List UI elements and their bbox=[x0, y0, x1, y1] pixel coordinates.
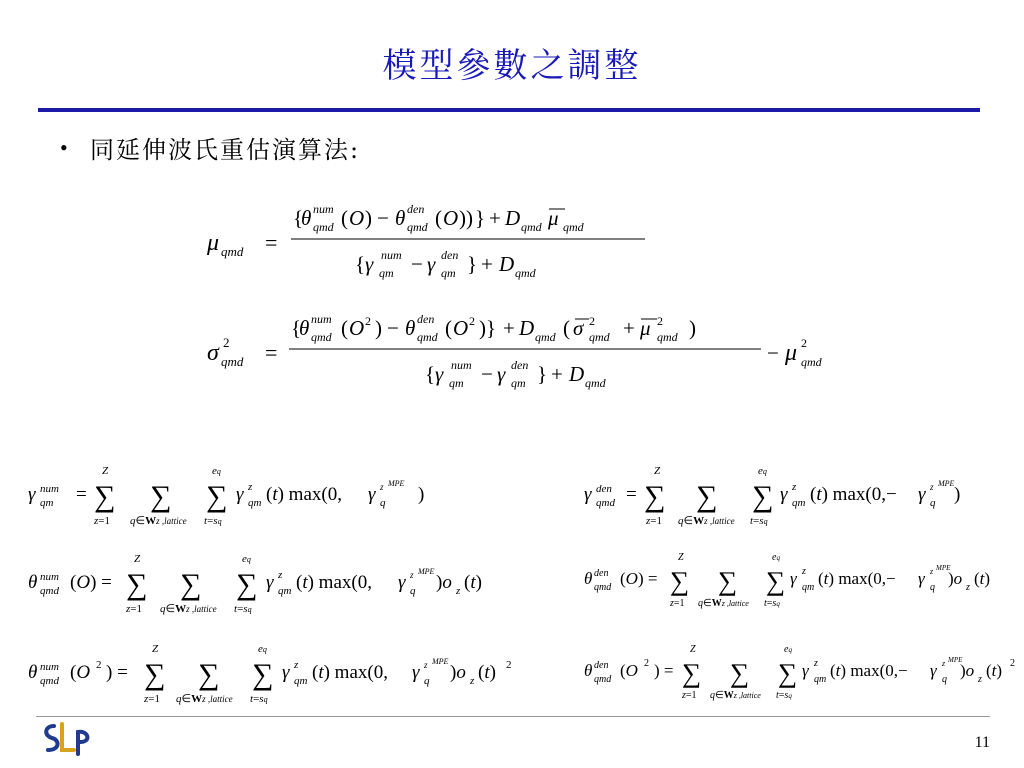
svg-text:den: den bbox=[407, 202, 425, 216]
svg-text:q: q bbox=[410, 585, 416, 597]
svg-text:num: num bbox=[381, 248, 402, 262]
svg-text:q: q bbox=[424, 675, 430, 687]
svg-text:{: { bbox=[425, 362, 436, 386]
svg-text:Z: Z bbox=[152, 643, 159, 655]
svg-text:eq: eq bbox=[758, 465, 767, 477]
svg-text:D: D bbox=[505, 206, 521, 230]
svg-text:z: z bbox=[424, 660, 428, 670]
svg-text:(O: (O bbox=[620, 661, 638, 680]
svg-text:qmd: qmd bbox=[221, 244, 244, 259]
svg-text:z: z bbox=[410, 570, 414, 580]
svg-text:num: num bbox=[313, 202, 334, 216]
svg-text:2: 2 bbox=[365, 314, 371, 328]
svg-text:∑: ∑ bbox=[778, 658, 798, 688]
svg-text:(t): (t) bbox=[464, 572, 482, 593]
svg-text:θ: θ bbox=[301, 206, 312, 230]
svg-text:den: den bbox=[417, 312, 435, 326]
svg-text:γ: γ bbox=[427, 252, 436, 276]
svg-text:q: q bbox=[930, 497, 936, 509]
svg-text:∑: ∑ bbox=[718, 566, 738, 596]
svg-text:): ) bbox=[418, 484, 425, 505]
svg-text:) =: ) = bbox=[654, 661, 674, 680]
svg-text:MPE: MPE bbox=[938, 479, 955, 488]
svg-text:qmd: qmd bbox=[589, 330, 610, 344]
svg-text:θ: θ bbox=[395, 206, 406, 230]
svg-text:(O: (O bbox=[70, 662, 91, 683]
svg-text:MPE: MPE bbox=[948, 656, 963, 664]
svg-text:num: num bbox=[40, 661, 59, 673]
svg-text:γ: γ bbox=[266, 572, 274, 593]
svg-text:MPE: MPE bbox=[418, 567, 435, 576]
svg-text:θ: θ bbox=[299, 316, 310, 340]
svg-text:2: 2 bbox=[223, 335, 230, 350]
svg-text:γ: γ bbox=[282, 662, 290, 683]
svg-text:(t) max(0,−: (t) max(0,− bbox=[830, 661, 908, 680]
svg-text:2: 2 bbox=[801, 336, 807, 350]
svg-text:qm: qm bbox=[294, 675, 308, 687]
svg-text:z: z bbox=[930, 567, 934, 576]
svg-text:μ: μ bbox=[207, 230, 220, 256]
svg-text:γ: γ bbox=[802, 661, 809, 680]
svg-text:μ: μ bbox=[548, 206, 559, 230]
svg-text:(: ( bbox=[445, 316, 452, 340]
svg-text:qmd: qmd bbox=[313, 220, 334, 234]
svg-text:(: ( bbox=[435, 206, 442, 230]
bullet-text: 同延伸波氏重估演算法: bbox=[90, 136, 361, 164]
svg-text:∑: ∑ bbox=[696, 480, 718, 513]
svg-text:qmd: qmd bbox=[515, 266, 536, 280]
svg-text:=: = bbox=[626, 484, 637, 505]
svg-text:∑: ∑ bbox=[730, 658, 750, 688]
svg-text:D: D bbox=[569, 362, 585, 386]
svg-text:Z: Z bbox=[654, 465, 661, 477]
svg-text:μ: μ bbox=[785, 340, 798, 366]
svg-text:den: den bbox=[511, 358, 529, 372]
svg-text:qm: qm bbox=[379, 266, 394, 280]
equation-theta-den-o2 bbox=[582, 642, 1022, 717]
svg-text:∑: ∑ bbox=[198, 658, 220, 691]
svg-text:(t): (t) bbox=[986, 661, 1003, 680]
svg-text:z=1: z=1 bbox=[144, 693, 160, 705]
equation-theta-den-o bbox=[582, 550, 1002, 625]
svg-text:+: + bbox=[489, 206, 501, 230]
svg-text:Z: Z bbox=[134, 553, 141, 565]
svg-text:): ) bbox=[689, 316, 696, 340]
svg-text:θ: θ bbox=[405, 316, 416, 340]
svg-text:O: O bbox=[349, 206, 365, 230]
svg-text:num: num bbox=[311, 312, 332, 326]
svg-text:qm: qm bbox=[278, 585, 292, 597]
svg-text:)o: )o bbox=[948, 569, 963, 588]
svg-text:{: { bbox=[291, 316, 302, 340]
svg-text:γ: γ bbox=[398, 572, 406, 593]
svg-text:qmd: qmd bbox=[221, 354, 244, 369]
svg-text:∑: ∑ bbox=[94, 480, 116, 513]
svg-text:z: z bbox=[380, 482, 384, 492]
svg-text:qmd: qmd bbox=[417, 330, 438, 344]
svg-text:∑: ∑ bbox=[766, 566, 786, 596]
svg-text:)o: )o bbox=[960, 661, 975, 680]
svg-text:γ: γ bbox=[780, 484, 788, 505]
svg-text:den: den bbox=[594, 568, 609, 579]
svg-text:γ: γ bbox=[930, 661, 937, 680]
svg-text:eq: eq bbox=[258, 643, 267, 655]
equation-theta-num-o2 bbox=[26, 640, 526, 717]
svg-text:}: } bbox=[537, 362, 548, 386]
svg-text:z=1: z=1 bbox=[670, 598, 685, 609]
svg-text:MPE: MPE bbox=[936, 564, 951, 572]
svg-text:t=sq: t=sq bbox=[204, 515, 222, 527]
svg-text:=: = bbox=[265, 340, 278, 365]
svg-text:γ: γ bbox=[236, 484, 244, 505]
equation-variance-update bbox=[205, 305, 845, 400]
svg-text:z=1: z=1 bbox=[646, 515, 662, 527]
svg-text:z: z bbox=[930, 482, 934, 492]
svg-text:θ: θ bbox=[584, 569, 593, 588]
page-number: 11 bbox=[974, 734, 990, 751]
svg-text:z: z bbox=[470, 675, 475, 687]
svg-text:z: z bbox=[802, 566, 806, 577]
svg-text:den: den bbox=[594, 660, 609, 671]
svg-text:(t) max(0,−: (t) max(0,− bbox=[810, 484, 897, 505]
svg-text:(t) max(0,: (t) max(0, bbox=[266, 484, 342, 505]
svg-text:eq: eq bbox=[242, 553, 251, 565]
svg-text:z: z bbox=[942, 659, 946, 668]
svg-text:qmd: qmd bbox=[596, 497, 615, 509]
svg-text:z: z bbox=[966, 582, 970, 593]
svg-text:num: num bbox=[451, 358, 472, 372]
svg-text:γ: γ bbox=[497, 362, 506, 386]
slide-title: 模型參數之調整 bbox=[382, 46, 642, 86]
svg-text:)o: )o bbox=[436, 572, 452, 593]
svg-text:2: 2 bbox=[589, 314, 595, 328]
svg-text:q∈Wz ,lattice: q∈Wz ,lattice bbox=[710, 690, 761, 701]
svg-text:Z: Z bbox=[102, 465, 109, 477]
svg-text:(t): (t) bbox=[478, 662, 496, 683]
svg-text:2: 2 bbox=[469, 314, 475, 328]
svg-text:2: 2 bbox=[644, 658, 649, 669]
equation-gamma-num bbox=[26, 462, 446, 537]
svg-text:+: + bbox=[551, 362, 563, 386]
svg-text:q: q bbox=[942, 674, 947, 685]
svg-text:(: ( bbox=[341, 206, 348, 230]
svg-text:qmd: qmd bbox=[657, 330, 678, 344]
svg-text:qmd: qmd bbox=[311, 330, 332, 344]
svg-text:qm: qm bbox=[511, 376, 526, 390]
svg-text:=: = bbox=[76, 484, 87, 505]
svg-text:t=sq: t=sq bbox=[764, 598, 780, 609]
svg-text:qmd: qmd bbox=[585, 376, 606, 390]
bullet-dot-icon: • bbox=[60, 134, 68, 160]
svg-text:2: 2 bbox=[96, 659, 102, 671]
svg-text:qmd: qmd bbox=[535, 330, 556, 344]
svg-text:)o: )o bbox=[450, 662, 466, 683]
svg-text:−: − bbox=[387, 316, 399, 340]
svg-text:) =: ) = bbox=[106, 662, 128, 683]
svg-text:σ: σ bbox=[573, 316, 584, 340]
svg-text:γ: γ bbox=[435, 362, 444, 386]
svg-text:qmd: qmd bbox=[40, 585, 59, 597]
equation-mean-update bbox=[205, 195, 665, 290]
svg-text:): ) bbox=[365, 206, 372, 230]
svg-text:qm: qm bbox=[40, 497, 54, 509]
svg-text:(O) =: (O) = bbox=[620, 569, 658, 588]
equation-gamma-den bbox=[582, 462, 1002, 537]
svg-text:z=1: z=1 bbox=[126, 603, 142, 615]
svg-text:γ: γ bbox=[584, 484, 592, 505]
svg-text:∑: ∑ bbox=[206, 480, 228, 513]
svg-text:γ: γ bbox=[28, 484, 36, 505]
svg-text:q∈Wz ,lattice: q∈Wz ,lattice bbox=[678, 515, 735, 527]
svg-text:+: + bbox=[481, 252, 493, 276]
svg-text:(O) =: (O) = bbox=[70, 572, 112, 593]
svg-text:z=1: z=1 bbox=[94, 515, 110, 527]
svg-text:∑: ∑ bbox=[150, 480, 172, 513]
svg-text:t=sq: t=sq bbox=[234, 603, 252, 615]
svg-text:D: D bbox=[499, 252, 515, 276]
svg-text:∑: ∑ bbox=[180, 568, 202, 601]
svg-text:2: 2 bbox=[506, 659, 512, 671]
svg-text:(t) max(0,−: (t) max(0,− bbox=[818, 569, 896, 588]
svg-text:qmd: qmd bbox=[521, 220, 542, 234]
svg-text:MPE: MPE bbox=[432, 657, 449, 666]
svg-text:2: 2 bbox=[1010, 658, 1015, 669]
svg-text:Z: Z bbox=[678, 552, 684, 563]
svg-text:γ: γ bbox=[412, 662, 420, 683]
svg-text:)}: )} bbox=[479, 316, 497, 340]
svg-text:t=sq: t=sq bbox=[250, 693, 268, 705]
title-underline bbox=[38, 108, 980, 112]
svg-text:∑: ∑ bbox=[644, 480, 666, 513]
svg-text:qm: qm bbox=[248, 497, 262, 509]
svg-text:μ: μ bbox=[640, 316, 651, 340]
svg-text:qmd: qmd bbox=[563, 220, 584, 234]
svg-text:γ: γ bbox=[365, 252, 374, 276]
svg-text:z: z bbox=[792, 481, 797, 493]
svg-text:den: den bbox=[596, 483, 612, 495]
svg-text:qm: qm bbox=[449, 376, 464, 390]
svg-text:O: O bbox=[443, 206, 459, 230]
svg-text:eq: eq bbox=[784, 644, 792, 655]
svg-text:q∈Wz ,lattice: q∈Wz ,lattice bbox=[130, 515, 187, 527]
svg-text:qmd: qmd bbox=[594, 674, 612, 685]
svg-text:(: ( bbox=[341, 316, 348, 340]
svg-text:z: z bbox=[248, 481, 253, 493]
svg-text:}: } bbox=[475, 206, 486, 230]
svg-text:z=1: z=1 bbox=[682, 690, 697, 701]
svg-text:den: den bbox=[441, 248, 459, 262]
svg-text:t=sq: t=sq bbox=[750, 515, 768, 527]
svg-text:z: z bbox=[278, 569, 283, 581]
svg-text:MPE: MPE bbox=[388, 479, 405, 488]
svg-text:γ: γ bbox=[918, 569, 925, 588]
svg-text:qm: qm bbox=[441, 266, 456, 280]
svg-text:(t) max(0,: (t) max(0, bbox=[312, 662, 388, 683]
svg-text:−: − bbox=[481, 362, 493, 386]
svg-text:z: z bbox=[456, 585, 461, 597]
svg-text:q: q bbox=[380, 497, 386, 509]
svg-text:(t): (t) bbox=[974, 569, 991, 588]
svg-text:{: { bbox=[293, 206, 304, 230]
bullet-item bbox=[60, 130, 360, 165]
svg-text:∑: ∑ bbox=[752, 480, 774, 513]
svg-text:∑: ∑ bbox=[670, 566, 690, 596]
svg-text:qmd: qmd bbox=[801, 355, 822, 369]
svg-text:t=sq: t=sq bbox=[776, 690, 792, 701]
svg-text:∑: ∑ bbox=[682, 658, 702, 688]
svg-text:γ: γ bbox=[918, 484, 926, 505]
svg-text:+: + bbox=[503, 316, 515, 340]
svg-text:q∈Wz ,lattice: q∈Wz ,lattice bbox=[160, 603, 217, 615]
slp-logo bbox=[40, 720, 96, 765]
svg-text:q∈Wz ,lattice: q∈Wz ,lattice bbox=[698, 598, 749, 609]
svg-text:q∈Wz ,lattice: q∈Wz ,lattice bbox=[176, 693, 233, 705]
svg-text:qmd: qmd bbox=[407, 220, 428, 234]
svg-text:z: z bbox=[294, 659, 299, 671]
svg-text:num: num bbox=[40, 571, 59, 583]
svg-text:−: − bbox=[411, 252, 423, 276]
svg-text:θ: θ bbox=[28, 662, 38, 683]
svg-text:(t) max(0,: (t) max(0, bbox=[296, 572, 372, 593]
svg-text:{: { bbox=[355, 252, 366, 276]
svg-text:q: q bbox=[930, 582, 935, 593]
svg-text:num: num bbox=[40, 483, 59, 495]
svg-text:qmd: qmd bbox=[40, 675, 59, 687]
svg-text:}: } bbox=[467, 252, 478, 276]
svg-text:): ) bbox=[954, 484, 961, 505]
svg-text:): ) bbox=[375, 316, 382, 340]
svg-text:qm: qm bbox=[802, 582, 815, 593]
svg-text:−: − bbox=[377, 206, 389, 230]
svg-text:σ: σ bbox=[207, 340, 219, 366]
svg-text:−: − bbox=[767, 341, 779, 365]
svg-text:)): )) bbox=[459, 206, 473, 230]
svg-text:eq: eq bbox=[772, 552, 780, 563]
svg-text:z: z bbox=[978, 674, 982, 685]
svg-text:+: + bbox=[623, 316, 635, 340]
svg-text:∑: ∑ bbox=[144, 658, 166, 691]
svg-text:γ: γ bbox=[790, 569, 797, 588]
svg-text:eq: eq bbox=[212, 465, 221, 477]
svg-text:∑: ∑ bbox=[236, 568, 258, 601]
svg-text:θ: θ bbox=[28, 572, 38, 593]
svg-text:O: O bbox=[453, 316, 469, 340]
svg-text:∑: ∑ bbox=[126, 568, 148, 601]
svg-text:θ: θ bbox=[584, 661, 593, 680]
svg-text:=: = bbox=[265, 230, 278, 255]
svg-text:qm: qm bbox=[792, 497, 806, 509]
svg-text:O: O bbox=[349, 316, 365, 340]
svg-text:γ: γ bbox=[368, 484, 376, 505]
equation-theta-num-o bbox=[26, 550, 496, 625]
svg-text:qm: qm bbox=[814, 674, 827, 685]
footer-divider bbox=[36, 716, 990, 717]
svg-text:D: D bbox=[519, 316, 535, 340]
svg-text:Z: Z bbox=[690, 644, 696, 655]
svg-text:(: ( bbox=[563, 316, 570, 340]
svg-text:qmd: qmd bbox=[594, 582, 612, 593]
svg-text:2: 2 bbox=[657, 314, 663, 328]
svg-text:∑: ∑ bbox=[252, 658, 274, 691]
svg-text:z: z bbox=[814, 658, 818, 669]
